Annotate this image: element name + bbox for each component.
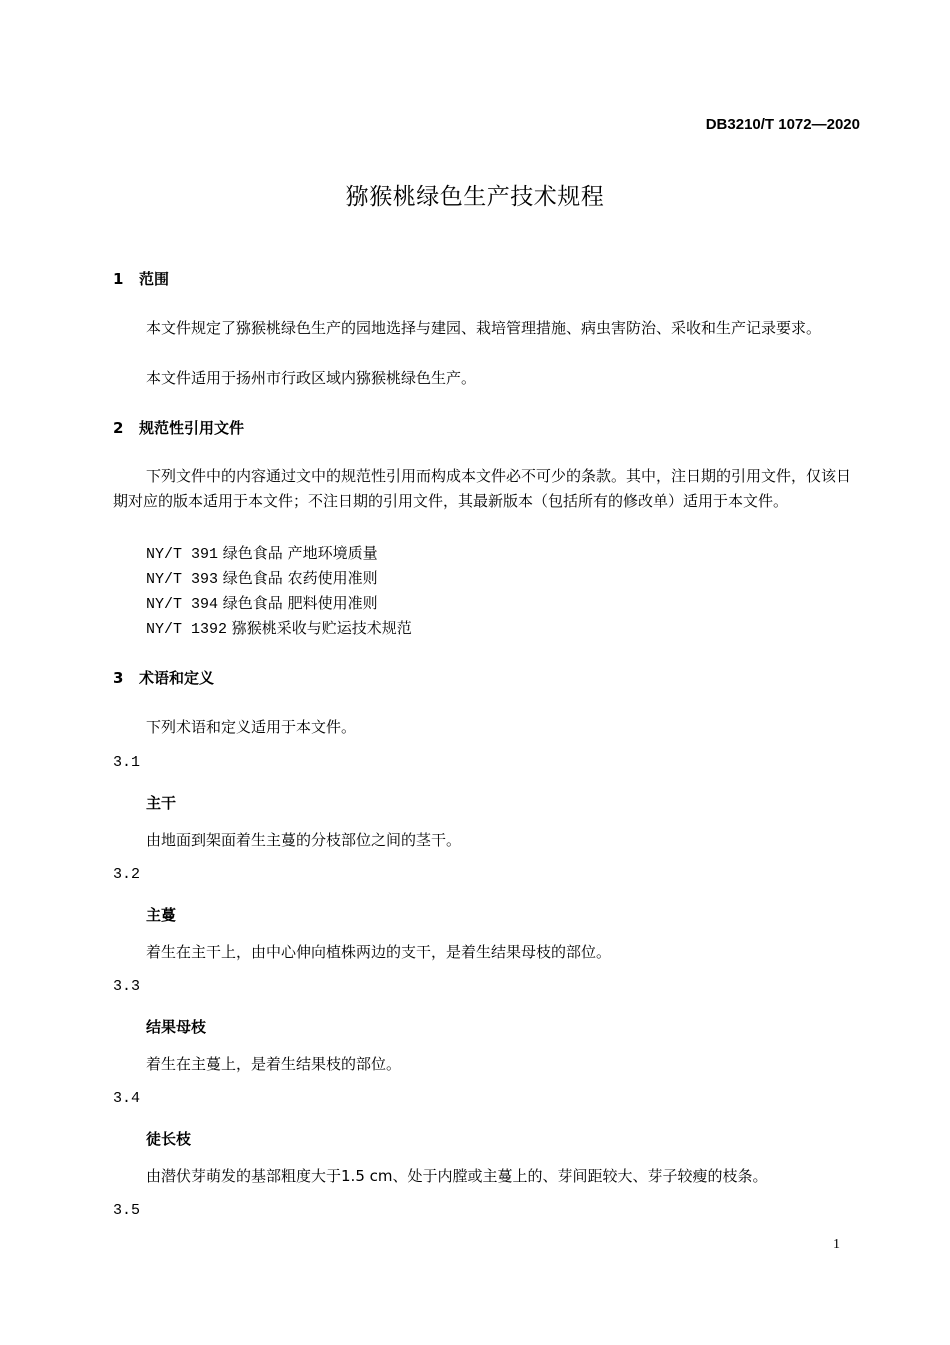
reference-code: NY/T 394: [146, 596, 219, 613]
section-heading-terms: [113, 667, 214, 688]
paragraph-text: 本文件规定了猕猴桃绿色生产的园地选择与建园、栽培管理措施、病虫害防治、采收和生产记录要求。: [146, 319, 822, 337]
reference-code: NY/T 391: [146, 546, 219, 563]
page-number: 1: [833, 1237, 840, 1252]
term-definition: 由潜伏芽萌发的基部粗度大于1.5 cm、处于内膛或主蔓上的、芽间距较大、芽子较瘦的枝条。: [146, 1167, 768, 1185]
term-definition: 着生在主干上，由中心伸向植株两边的支干，是着生结果母枝的部位。: [146, 943, 612, 961]
term-definition: 着生在主蔓上，是着生结果枝的部位。: [146, 1055, 402, 1073]
section-title: 规范性引用文件: [139, 419, 245, 437]
standard-code: DB3210/T 1072—2020: [705, 116, 860, 133]
section-heading-normative-references: [113, 417, 244, 438]
paragraph: [113, 366, 863, 391]
paragraph-text: 本文件适用于扬州市行政区域内猕猴桃绿色生产。: [146, 369, 477, 387]
reference-name: 绿色食品 农药使用准则: [222, 569, 378, 587]
term-name: 结果母枝: [146, 1018, 207, 1036]
reference-name: 绿色食品 肥料使用准则: [222, 594, 378, 612]
section-number: 2: [113, 419, 124, 437]
term-number: 3.1: [113, 754, 141, 771]
terms-intro: 下列术语和定义适用于本文件。: [146, 718, 357, 736]
term-name: 主干: [146, 794, 177, 812]
reference-name: 猕猴桃采收与贮运技术规范: [231, 619, 412, 637]
reference-item: [146, 567, 378, 588]
paragraph: [113, 316, 863, 341]
section-title: 范围: [139, 270, 170, 288]
term-number: 3.2: [113, 866, 141, 883]
term-definition: 由地面到架面着生主蔓的分枝部位之间的茎干。: [146, 831, 462, 849]
term-number: 3.3: [113, 978, 141, 995]
reference-item: [146, 542, 378, 563]
term-number: 3.5: [113, 1202, 141, 1219]
section-title: 术语和定义: [139, 669, 215, 687]
term-number: 3.4: [113, 1090, 141, 1107]
document-title: 猕猴桃绿色生产技术规程: [345, 184, 605, 210]
reference-item: [146, 617, 412, 638]
paragraph-text: 下列文件中的内容通过文中的规范性引用而构成本文件必不可少的条款。其中，注日期的引用文件，仅该日期对应的版本适用于本文件；不注日期的引用文件，其最新版本（包括所有的修改单）适用于本文件。: [113, 467, 852, 510]
reference-code: NY/T 393: [146, 571, 219, 588]
term-name: 主蔓: [146, 906, 177, 924]
term-name: 徒长枝: [146, 1130, 192, 1148]
section-number: 1: [113, 270, 124, 288]
paragraph: [113, 464, 863, 514]
reference-name: 绿色食品 产地环境质量: [222, 544, 378, 562]
reference-item: [146, 592, 378, 613]
section-number: 3: [113, 669, 124, 687]
section-heading-scope: [113, 268, 169, 289]
reference-code: NY/T 1392: [146, 621, 228, 638]
